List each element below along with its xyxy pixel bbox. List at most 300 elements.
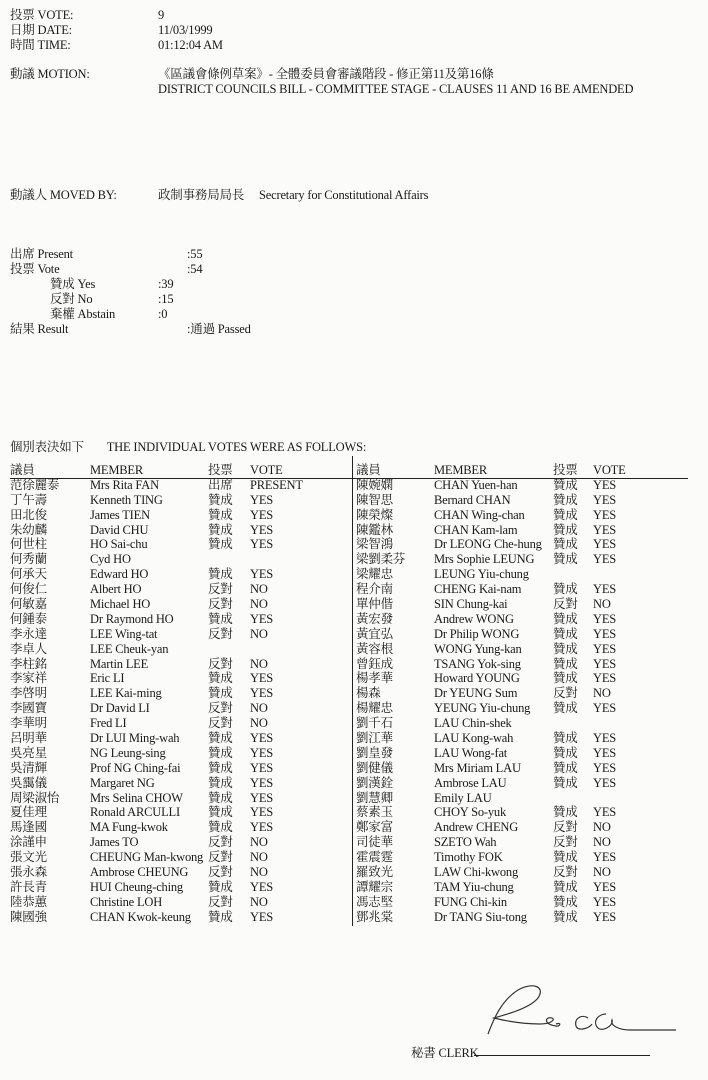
member-name-en: MA Fung-kwok [90, 820, 168, 835]
member-name-en: James TIEN [90, 507, 150, 522]
member-name-en: Martin LEE [90, 656, 149, 671]
vote-en: NO [593, 835, 611, 850]
vote-zh: 贊成 [553, 507, 578, 522]
table-row [10, 716, 350, 731]
vote-zh: 反對 [208, 597, 233, 612]
header-member-en: MEMBER [90, 463, 143, 477]
table-row [10, 835, 350, 850]
vote-zh: 贊成 [208, 611, 233, 626]
member-name-zh: 涂謹申 [10, 835, 47, 850]
vote-zh: 贊成 [553, 611, 578, 626]
vote-en: YES [593, 626, 617, 641]
table-row [10, 627, 350, 642]
vote-en: YES [593, 537, 617, 552]
vote-zh: 贊成 [553, 552, 578, 567]
vote-zh: 贊成 [553, 909, 578, 924]
member-name-en: HUI Cheung-ching [90, 879, 183, 894]
vote-zh: 反對 [553, 835, 578, 850]
member-name-zh: 馮志堅 [356, 894, 393, 909]
vote-zh: 反對 [553, 865, 578, 880]
member-name-en: Christine LOH [90, 894, 163, 909]
table-row [10, 865, 350, 880]
table-row [356, 791, 696, 806]
table-row [10, 895, 350, 910]
member-name-en: Howard YOUNG [434, 671, 520, 686]
member-name-en: CHENG Kai-nam [434, 582, 522, 597]
header-vote-zh: 投票 [208, 463, 233, 477]
individual-votes-title [10, 440, 366, 455]
vote-en: YES [250, 507, 274, 522]
vote-zh: 贊成 [208, 567, 233, 582]
vote-en: NO [250, 626, 268, 641]
vote-en: YES [593, 909, 617, 924]
member-name-en: Albert HO [90, 582, 142, 597]
table-header-row [356, 463, 696, 478]
vote-en: YES [250, 805, 274, 820]
vote-zh: 反對 [553, 597, 578, 612]
table-row [10, 910, 350, 925]
member-name-en: TAM Yiu-chung [434, 879, 514, 894]
table-column-divider [352, 456, 353, 926]
member-name-zh: 李柱銘 [10, 656, 47, 671]
vote-zh: 反對 [208, 894, 233, 909]
vote-zh: 贊成 [553, 537, 578, 552]
member-name-en: Margaret NG [90, 775, 155, 790]
member-name-zh: 劉千石 [356, 716, 393, 731]
vote-en: YES [593, 507, 617, 522]
member-name-zh: 羅致光 [356, 865, 393, 880]
member-name-en: FUNG Chi-kin [434, 894, 507, 909]
table-row [356, 657, 696, 672]
vote-en: NO [250, 701, 268, 716]
member-name-zh: 陳婉嫻 [356, 477, 393, 492]
member-name-zh: 黃宜弘 [356, 626, 393, 641]
vote-en: YES [250, 760, 274, 775]
member-name-en: LAU Wong-fat [434, 745, 508, 760]
table-row [10, 567, 350, 582]
vote-zh: 贊成 [553, 641, 578, 656]
member-name-en: David CHU [90, 522, 149, 537]
present-value: :55 [187, 247, 203, 261]
vote-zh: 贊成 [208, 745, 233, 760]
member-name-en: Bernard CHAN [434, 492, 511, 507]
member-name-en: CHAN Kwok-keung [90, 909, 191, 924]
no-label: 反對 No [50, 292, 93, 306]
vote-en: NO [250, 582, 268, 597]
table-row [356, 865, 696, 880]
vote-en: NO [593, 820, 611, 835]
table-row [356, 537, 696, 552]
vote-en: NO [250, 850, 268, 865]
vote-en: YES [250, 686, 274, 701]
member-name-zh: 何秀蘭 [10, 552, 47, 567]
vote-en: PRESENT [250, 477, 303, 492]
table-row [10, 820, 350, 835]
member-name-en: Eric LI [90, 671, 125, 686]
member-name-zh: 梁耀忠 [356, 567, 393, 582]
table-row [356, 761, 696, 776]
vote-en: YES [593, 701, 617, 716]
member-name-en: Dr Philip WONG [434, 626, 520, 641]
member-name-zh: 霍震霆 [356, 850, 393, 865]
member-name-zh: 范徐麗泰 [10, 477, 60, 492]
member-name-zh: 黃宏發 [356, 611, 393, 626]
table-row [10, 582, 350, 597]
vote-en: YES [593, 582, 617, 597]
member-name-en: SZETO Wah [434, 835, 497, 850]
member-name-en: Emily LAU [434, 790, 492, 805]
present-label: 出席 Present [10, 247, 73, 261]
vote-en: YES [250, 731, 274, 746]
vote-zh: 反對 [208, 582, 233, 597]
member-name-en: LEE Kai-ming [90, 686, 162, 701]
vote-en: YES [593, 879, 617, 894]
table-row [10, 642, 350, 657]
member-name-en: CHAN Kam-lam [434, 522, 518, 537]
no-value: :15 [158, 292, 174, 306]
member-name-zh: 劉漢銓 [356, 775, 393, 790]
member-name-zh: 劉皇發 [356, 745, 393, 760]
member-name-zh: 劉慧卿 [356, 790, 393, 805]
time-value: 01:12:04 AM [158, 38, 223, 52]
vote-zh: 贊成 [208, 760, 233, 775]
member-name-zh: 李啓明 [10, 686, 47, 701]
member-name-zh: 陳國強 [10, 909, 47, 924]
table-row [356, 910, 696, 925]
member-name-en: Fred LI [90, 716, 127, 731]
member-name-en: Mrs Sophie LEUNG [434, 552, 535, 567]
date-label: 日期 DATE: [10, 23, 72, 37]
member-name-en: Cyd HO [90, 552, 131, 567]
vote-zh: 贊成 [208, 820, 233, 835]
vote-zh: 反對 [208, 716, 233, 731]
member-name-zh: 梁劉柔芬 [356, 552, 406, 567]
member-name-en: Andrew CHENG [434, 820, 519, 835]
member-name-zh: 吳清輝 [10, 760, 47, 775]
vote-en: YES [593, 641, 617, 656]
member-name-zh: 曾鈺成 [356, 656, 393, 671]
table-row [356, 835, 696, 850]
member-name-en: LEE Wing-tat [90, 626, 158, 641]
vote-zh: 贊成 [553, 701, 578, 716]
member-name-en: Ambrose CHEUNG [90, 865, 189, 880]
member-name-zh: 陳榮燦 [356, 507, 393, 522]
time-label: 時間 TIME: [10, 38, 71, 52]
vote-zh: 贊成 [208, 492, 233, 507]
member-name-zh: 許長青 [10, 879, 47, 894]
table-row [10, 686, 350, 701]
vote-en: YES [593, 552, 617, 567]
member-name-zh: 呂明華 [10, 731, 47, 746]
table-row [10, 508, 350, 523]
vote-zh: 贊成 [208, 671, 233, 686]
member-name-en: James TO [90, 835, 139, 850]
table-row [10, 552, 350, 567]
vote-en: YES [593, 745, 617, 760]
vote-zh: 贊成 [553, 582, 578, 597]
member-name-en: Mrs Rita FAN [90, 477, 159, 492]
table-row [356, 478, 696, 493]
vote-zh: 贊成 [208, 537, 233, 552]
member-name-en: Dr LUI Ming-wah [90, 731, 180, 746]
header-vote-en: VOTE [250, 463, 283, 477]
table-row [10, 746, 350, 761]
vote-en: NO [250, 656, 268, 671]
table-row [10, 761, 350, 776]
member-name-zh: 陳鑑林 [356, 522, 393, 537]
member-name-en: Michael HO [90, 597, 151, 612]
vote-zh: 反對 [208, 626, 233, 641]
vote-en: YES [250, 611, 274, 626]
member-name-zh: 李國寶 [10, 701, 47, 716]
moved-by-zh: 政制事務局局長 [158, 188, 245, 202]
member-name-zh: 李卓人 [10, 641, 47, 656]
vote-zh: 反對 [208, 656, 233, 671]
date-value: 11/03/1999 [158, 23, 213, 37]
vote-en: YES [250, 537, 274, 552]
member-name-zh: 蔡素玉 [356, 805, 393, 820]
moved-by-value [158, 188, 428, 203]
member-name-en: Andrew WONG [434, 611, 514, 626]
vote-en: YES [593, 894, 617, 909]
yes-value: :39 [158, 277, 174, 291]
result-value: :通過 Passed [187, 322, 251, 336]
table-row [10, 612, 350, 627]
table-row [356, 731, 696, 746]
table-row [356, 582, 696, 597]
member-name-en: NG Leung-sing [90, 745, 166, 760]
vote-zh: 贊成 [208, 507, 233, 522]
vote-en: YES [250, 879, 274, 894]
table-row [10, 493, 350, 508]
vote-zh: 贊成 [208, 522, 233, 537]
vote-en: YES [593, 850, 617, 865]
vote-en: NO [593, 865, 611, 880]
member-name-zh: 朱幼麟 [10, 522, 47, 537]
member-name-en: Dr David LI [90, 701, 150, 716]
member-name-en: LAW Chi-kwong [434, 865, 519, 880]
member-name-en: LEE Cheuk-yan [90, 641, 169, 656]
vote-en: YES [250, 492, 274, 507]
table-row [10, 657, 350, 672]
result-label: 結果 Result [10, 322, 69, 336]
vote-zh: 贊成 [553, 731, 578, 746]
vote-count-value: :54 [187, 262, 203, 276]
member-name-en: WONG Yung-kan [434, 641, 522, 656]
member-name-en: SIN Chung-kai [434, 597, 508, 612]
member-name-zh: 鄧兆棠 [356, 909, 393, 924]
table-row [10, 701, 350, 716]
vote-zh: 贊成 [208, 805, 233, 820]
member-name-zh: 單仲偕 [356, 597, 393, 612]
vote-zh: 贊成 [208, 909, 233, 924]
vote-en: YES [250, 745, 274, 760]
member-name-zh: 馬逢國 [10, 820, 47, 835]
member-name-en: CHOY So-yuk [434, 805, 506, 820]
member-name-en: Dr LEONG Che-hung [434, 537, 542, 552]
member-name-en: TSANG Yok-sing [434, 656, 521, 671]
moved-by-label: 動議人 MOVED BY: [10, 188, 117, 202]
member-name-zh: 梁智鴻 [356, 537, 393, 552]
member-name-zh: 夏佳理 [10, 805, 47, 820]
member-name-en: CHAN Wing-chan [434, 507, 525, 522]
table-row [356, 508, 696, 523]
table-row [10, 776, 350, 791]
member-name-zh: 李永達 [10, 626, 47, 641]
member-name-zh: 田北俊 [10, 507, 47, 522]
member-name-en: Mrs Miriam LAU [434, 760, 521, 775]
vote-zh: 贊成 [553, 775, 578, 790]
member-name-en: Mrs Selina CHOW [90, 790, 183, 805]
table-row [356, 493, 696, 508]
vote-en: YES [593, 775, 617, 790]
member-name-zh: 鄭家富 [356, 820, 393, 835]
member-name-en: Edward HO [90, 567, 149, 582]
table-row [356, 776, 696, 791]
vote-number-label: 投票 VOTE: [10, 8, 74, 22]
member-name-zh: 譚耀宗 [356, 879, 393, 894]
member-name-zh: 張文光 [10, 850, 47, 865]
vote-en: NO [593, 686, 611, 701]
motion-title-en: DISTRICT COUNCILS BILL - COMMITTEE STAGE - CLAUSES 11 AND 16 BE AMENDED [158, 82, 634, 96]
table-row [356, 820, 696, 835]
table-row [10, 478, 350, 493]
member-name-zh: 張永森 [10, 865, 47, 880]
table-row [10, 850, 350, 865]
member-name-en: LAU Chin-shek [434, 716, 512, 731]
table-header-row [10, 463, 350, 478]
vote-en: YES [250, 775, 274, 790]
table-row [356, 523, 696, 538]
member-name-zh: 黃容根 [356, 641, 393, 656]
header-vote-en: VOTE [593, 463, 626, 477]
vote-zh: 贊成 [553, 760, 578, 775]
table-row [356, 642, 696, 657]
motion-label: 動議 MOTION: [10, 67, 90, 81]
table-row [356, 671, 696, 686]
member-name-zh: 何世柱 [10, 537, 47, 552]
clerk-label: 秘書 CLERK [411, 1046, 479, 1060]
vote-zh: 反對 [553, 820, 578, 835]
member-name-zh: 劉江華 [356, 731, 393, 746]
vote-en: NO [250, 894, 268, 909]
abstain-value: :0 [158, 307, 168, 321]
member-name-zh: 吳亮星 [10, 745, 47, 760]
table-row [356, 880, 696, 895]
vote-en: YES [250, 522, 274, 537]
vote-zh: 贊成 [553, 492, 578, 507]
clerk-signature [480, 980, 680, 1040]
table-row [356, 597, 696, 612]
yes-label: 贊成 Yes [50, 277, 96, 291]
header-vote-zh: 投票 [553, 463, 578, 477]
table-row [10, 523, 350, 538]
vote-en: YES [593, 671, 617, 686]
vote-en: NO [250, 716, 268, 731]
member-name-zh: 李華明 [10, 716, 47, 731]
vote-zh: 出席 [208, 477, 233, 492]
vote-zh: 贊成 [208, 879, 233, 894]
table-row [356, 895, 696, 910]
vote-en: YES [593, 760, 617, 775]
member-name-en: Ronald ARCULLI [90, 805, 180, 820]
member-name-zh: 何敏嘉 [10, 597, 47, 612]
member-name-en: Ambrose LAU [434, 775, 507, 790]
vote-zh: 反對 [208, 701, 233, 716]
member-name-en: LEUNG Yiu-chung [434, 567, 529, 582]
member-name-zh: 楊孝華 [356, 671, 393, 686]
vote-zh: 贊成 [553, 805, 578, 820]
table-row [356, 552, 696, 567]
vote-en: YES [593, 731, 617, 746]
member-name-en: CHAN Yuen-han [434, 477, 518, 492]
vote-en: NO [250, 597, 268, 612]
vote-en: YES [250, 790, 274, 805]
member-name-zh: 楊耀忠 [356, 701, 393, 716]
vote-en: YES [593, 522, 617, 537]
table-row [356, 567, 696, 582]
member-name-zh: 何鍾泰 [10, 611, 47, 626]
votes-table-left [10, 463, 350, 925]
member-name-en: Kenneth TING [90, 492, 163, 507]
member-name-zh: 陳智思 [356, 492, 393, 507]
table-row [356, 805, 696, 820]
member-name-en: Dr TANG Siu-tong [434, 909, 527, 924]
member-name-en: HO Sai-chu [90, 537, 148, 552]
member-name-zh: 吳靄儀 [10, 775, 47, 790]
member-name-en: CHEUNG Man-kwong [90, 850, 204, 865]
table-row [10, 791, 350, 806]
vote-count-label: 投票 Vote [10, 262, 60, 276]
vote-zh: 贊成 [553, 850, 578, 865]
member-name-zh: 楊森 [356, 686, 381, 701]
member-name-en: Timothy FOK [434, 850, 503, 865]
table-row [10, 805, 350, 820]
member-name-en: Dr Raymond HO [90, 611, 174, 626]
vote-zh: 反對 [208, 850, 233, 865]
vote-en: YES [250, 820, 274, 835]
member-name-zh: 何俊仁 [10, 582, 47, 597]
vote-zh: 贊成 [208, 731, 233, 746]
header-member-zh: 議員 [356, 463, 381, 477]
table-row [356, 746, 696, 761]
vote-zh: 反對 [553, 686, 578, 701]
vote-zh: 贊成 [553, 671, 578, 686]
vote-zh: 贊成 [208, 790, 233, 805]
member-name-zh: 劉健儀 [356, 760, 393, 775]
moved-by-en: Secretary for Constitutional Affairs [259, 188, 429, 202]
header-member-en: MEMBER [434, 463, 487, 477]
vote-zh: 贊成 [553, 477, 578, 492]
table-title-en: THE INDIVIDUAL VOTES WERE AS FOLLOWS: [106, 440, 367, 454]
signature-line [474, 1055, 650, 1056]
member-name-en: YEUNG Yiu-chung [434, 701, 531, 716]
motion-title-zh: 《區議會條例草案》- 全體委員會審議階段 - 修正第11及第16條 [158, 67, 494, 81]
vote-number-value: 9 [158, 8, 165, 22]
table-row [10, 731, 350, 746]
vote-en: YES [250, 671, 274, 686]
vote-zh: 贊成 [208, 686, 233, 701]
vote-en: NO [250, 865, 268, 880]
table-row [356, 627, 696, 642]
member-name-zh: 何承天 [10, 567, 47, 582]
member-name-zh: 丁午壽 [10, 492, 47, 507]
vote-en: YES [593, 492, 617, 507]
vote-en: YES [593, 477, 617, 492]
vote-zh: 贊成 [553, 522, 578, 537]
vote-en: NO [250, 835, 268, 850]
table-row [10, 671, 350, 686]
